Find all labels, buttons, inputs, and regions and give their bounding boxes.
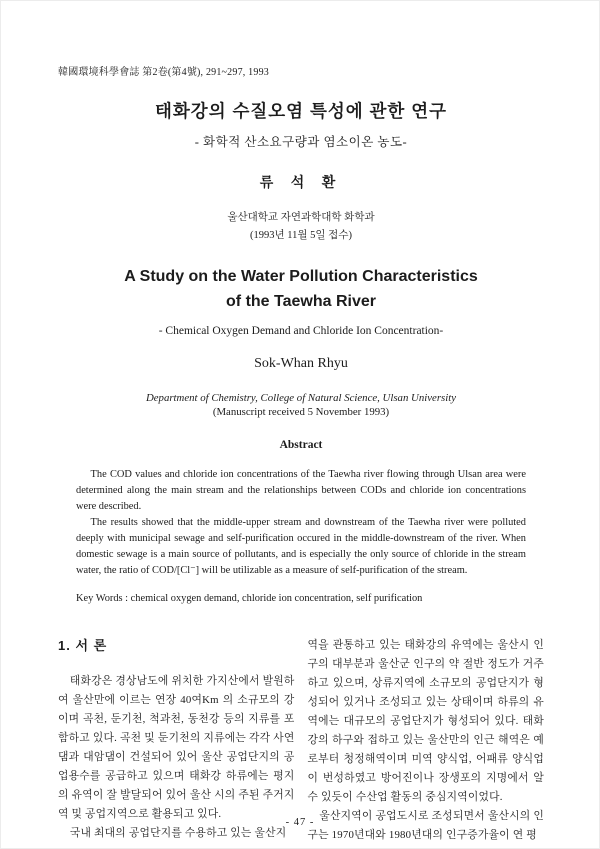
english-author: Sok-Whan Rhyu bbox=[254, 356, 348, 371]
page-number: - 47 - bbox=[285, 817, 315, 828]
section-1-heading: 1. 서 론 bbox=[58, 638, 108, 653]
left-column-paragraph-2: 국내 최대의 공업단지를 수용하고 있는 울산지 bbox=[69, 827, 287, 839]
journal-citation: 韓國環境科學會誌 第2卷(第4號), 291~297, 1993 bbox=[58, 67, 269, 78]
right-column-paragraph-1: 역을 관통하고 있는 태화강의 유역에는 울산시 인구의 대부분과 울산군 인구의 약 절반 정도가 거주하고 있으며, 상류지역에 소규모의 공업단지가 형성되어 있거나 조성되고 있는 상태이며 하류의 유역에는 대규모의 공업단지가 형성되어 있다. 태화강의 하구와 접하고 있는 울산만의 인근 해역은 예로부터 청정해역이며 미역 양식업, 어패류 양식업이 번성하였고 방어진이나 장생포의 지명에서 알 수 있듯이 수산업 활동의 중심지역이었다. bbox=[307, 639, 544, 803]
english-title-line2: of the Taewha River bbox=[226, 293, 376, 310]
korean-subtitle: - 화학적 산소요구량과 염소이온 농도- bbox=[194, 135, 408, 149]
left-column-paragraph-1: 태화강은 경상남도에 위치한 가지산에서 발원하여 울산만에 이르는 연장 40여Km 의 소규모의 강이며 곡천, 둔기천, 척과천, 동천강 등의 지류를 포함하고 있다. 곡천 및 둔기천의 지류에는 각각 사연댐과 대암댐이 건설되어 있어 울산 공업단지의 공업용수를 공급하고 있으며 태화강 하류에는 평지의 유역이 잘 발달되어 있어 울산 시의 주된 주거지역 및 공업지역으로 활용되고 있다. bbox=[58, 675, 295, 820]
english-title bbox=[58, 264, 544, 314]
korean-received-date: (1993년 11월 5일 접수) bbox=[250, 230, 352, 241]
english-subtitle: - Chemical Oxygen Demand and Chloride Ion Concentration- bbox=[158, 325, 444, 337]
right-column bbox=[308, 636, 545, 845]
korean-author: 류 석 환 bbox=[259, 176, 343, 191]
body-columns bbox=[58, 636, 544, 845]
keywords-line: Key Words : chemical oxygen demand, chloride ion concentration, self purification bbox=[76, 593, 423, 604]
abstract-heading: Abstract bbox=[279, 439, 323, 451]
korean-title: 태화강의 수질오염 특성에 관한 연구 bbox=[154, 101, 448, 121]
english-title-line1: A Study on the Water Pollution Characteristics bbox=[124, 268, 478, 285]
abstract-paragraph-2: The results showed that the middle-upper stream and downstream of the Taewha river were polluted deeply with municipal sewage and self-purification occured in the middle-downstream of the river. When domestic sewage is a main source of pollutants, and is especially the only source of chloride in the stream water, the ratio of COD/[Cl⁻] will be utilizable as a measure of self-purification of the stream. bbox=[76, 517, 526, 576]
left-column bbox=[58, 636, 295, 845]
page-content bbox=[58, 1, 544, 845]
korean-affiliation: 울산대학교 자연과학대학 화학과 bbox=[227, 212, 375, 223]
right-column-paragraph-2: 울산지역이 공업도시로 조성되면서 울산시의 인구는 1970년대와 1980년대의 인구증가율이 연 평 bbox=[307, 810, 544, 841]
abstract-paragraph-1: The COD values and chloride ion concentrations of the Taewha river flowing through Ulsan area were determined along the main stream and the relationships between CODs and chloride ion concentrations were described. bbox=[76, 469, 526, 512]
abstract-body bbox=[76, 467, 526, 579]
english-affiliation: Department of Chemistry, College of Natural Science, Ulsan University bbox=[145, 392, 457, 404]
english-received-date: (Manuscript received 5 November 1993) bbox=[212, 406, 390, 418]
